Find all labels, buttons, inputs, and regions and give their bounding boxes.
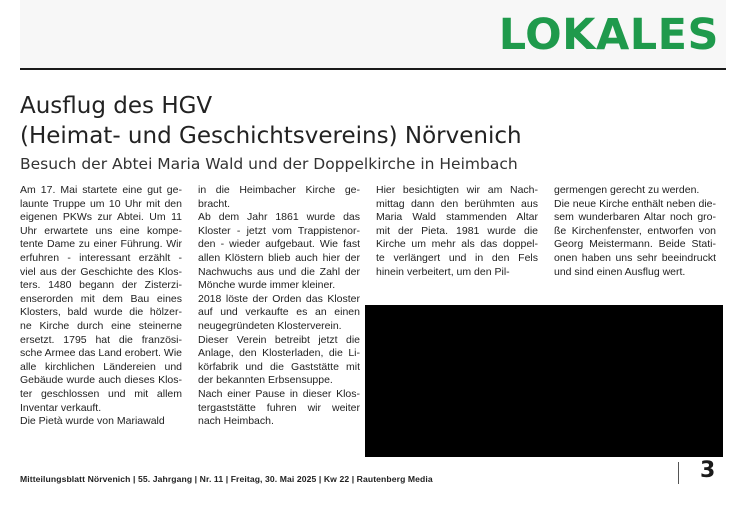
article-text-line: ters. 1480 begann der Zisterzi- [20, 279, 182, 292]
article-text-line: der bekannten Erbsensuppe. [198, 374, 333, 387]
article-text-line: Mönche wurde immer kleiner. [198, 279, 336, 292]
article-text-line: Georg Meistermann. Beide Stati- [554, 238, 716, 251]
headline-line: Ausflug des HGV [20, 93, 213, 119]
article-text-line: ersetzt. 1795 hat die französi- [20, 333, 182, 346]
article-text-line: Gebäude wurde auch dieses Klos- [20, 374, 182, 387]
article-text-line: auf und verkaufte es an einen [198, 306, 360, 319]
footer-publication-info: Mitteilungsblatt Nörvenich | 55. Jahrgang | Nr. 11 | Freitag, 30. Mai 2025 | Kw 22 | Rautenberg Media [20, 474, 433, 484]
article-text-line: ße Kirchenfenster, entworfen von [554, 224, 716, 237]
article-text-line: erfuhren - interessant erzählt - [20, 251, 182, 264]
page-number: 3 [700, 458, 716, 483]
article-text-line: körfabrik und die Gaststätte mit [198, 360, 360, 373]
article-text-line: onen haben uns sehr beeindruckt [554, 251, 716, 264]
article-text-line: mittag dann den berühmten aus [376, 197, 538, 210]
article-subheadline: Besuch der Abtei Maria Wald und der Doppelkirche in Heimbach [20, 155, 518, 173]
article-text-line: launte Truppe um 10 Uhr mit den [20, 197, 182, 210]
article-text-line: viel aus der Geschichte des Klos- [20, 265, 182, 278]
article-text-line: ter geschlossen und mit allem [20, 387, 182, 400]
article-text-line: nach Heimbach. [198, 415, 274, 428]
section-title: LOKALES [498, 10, 719, 60]
article-text-line: den - wieder aufgebaut. Wie fast [198, 238, 360, 251]
article-text-line: sem wunderbaren Altar noch gro- [554, 211, 716, 224]
article-photo [365, 305, 723, 457]
article-text-line: alle kirchlichen Ländereien und [20, 360, 182, 373]
article-headline [20, 91, 710, 151]
article-text-line: 2018 löste der Orden das Kloster [198, 292, 360, 305]
article-text-line: Kirche um mehr als das doppel- [376, 238, 538, 251]
article-text-line: Maria Wald stammenden Altar [376, 211, 538, 224]
article-text-line: Kloster - jetzt vom Trappistenor- [198, 224, 360, 237]
article-text-line: in die Heimbacher Kirche ge- [198, 184, 360, 196]
article-text-line: Die neue Kirche enthält neben die- [554, 197, 716, 210]
header-rule [20, 68, 726, 70]
text-column-3 [376, 184, 538, 279]
article-text-line: Klosters, bald wurde die hölzer- [20, 306, 182, 319]
article-text-line: Nachwuchs aus und die Zahl der [198, 265, 360, 278]
article-text-line: Ab dem Jahr 1861 wurde das [198, 211, 360, 224]
article-text-line: allen Klöstern blieb auch hier der [198, 251, 360, 264]
article-text-line: und sind einen Ausflug wert. [554, 265, 686, 278]
article-text-line: sche Armee das Land erobert. Wie [20, 347, 182, 360]
article-text-line: Inventar verkauft. [20, 401, 102, 414]
article-text-line: bracht. [198, 197, 231, 210]
article-text-line: Am 17. Mai startete eine gut ge- [20, 184, 182, 196]
headline-line: (Heimat- und Geschichtsvereins) Nörvenich [20, 123, 522, 149]
article-text-line: Nach einer Pause in dieser Klos- [198, 387, 360, 400]
article-text-line: Uhr erwartete uns eine kompe- [20, 224, 182, 237]
article-text-line: Hier besichtigten wir am Nach- [376, 184, 538, 196]
article-text-line: Die Pietà wurde von Mariawald [20, 415, 165, 428]
text-column-1 [20, 184, 182, 429]
article-text-line: tergaststätte fuhren wir weiter [198, 401, 360, 414]
article-text-line: te verlängert und in den Fels [376, 251, 538, 264]
article-text-line: Anlage, den Klosterladen, die Li- [198, 347, 360, 360]
article-text-line: germengen gerecht zu werden. [554, 184, 700, 196]
article-text-line: mit der Pieta. 1981 wurde die [376, 224, 538, 237]
text-column-2 [198, 184, 360, 429]
article-text-line: hinein verbeitert, um den Pil- [376, 265, 510, 278]
article-text-line: tente Dame zu einer Führung. Wir [20, 238, 182, 251]
text-column-4 [554, 184, 716, 279]
article-text-line: eigenen PKWs zur Abtei. Um 11 [20, 211, 182, 224]
article-text-line: Dieser Verein betreibt jetzt die [198, 333, 360, 346]
article-text-line: enserorden mit dem Bau eines [20, 292, 182, 305]
footer-divider [678, 462, 679, 484]
article-text-line: neugegründeten Klosterverein. [198, 319, 342, 332]
article-text-line: ne Kirche durch eine steinerne [20, 319, 182, 332]
